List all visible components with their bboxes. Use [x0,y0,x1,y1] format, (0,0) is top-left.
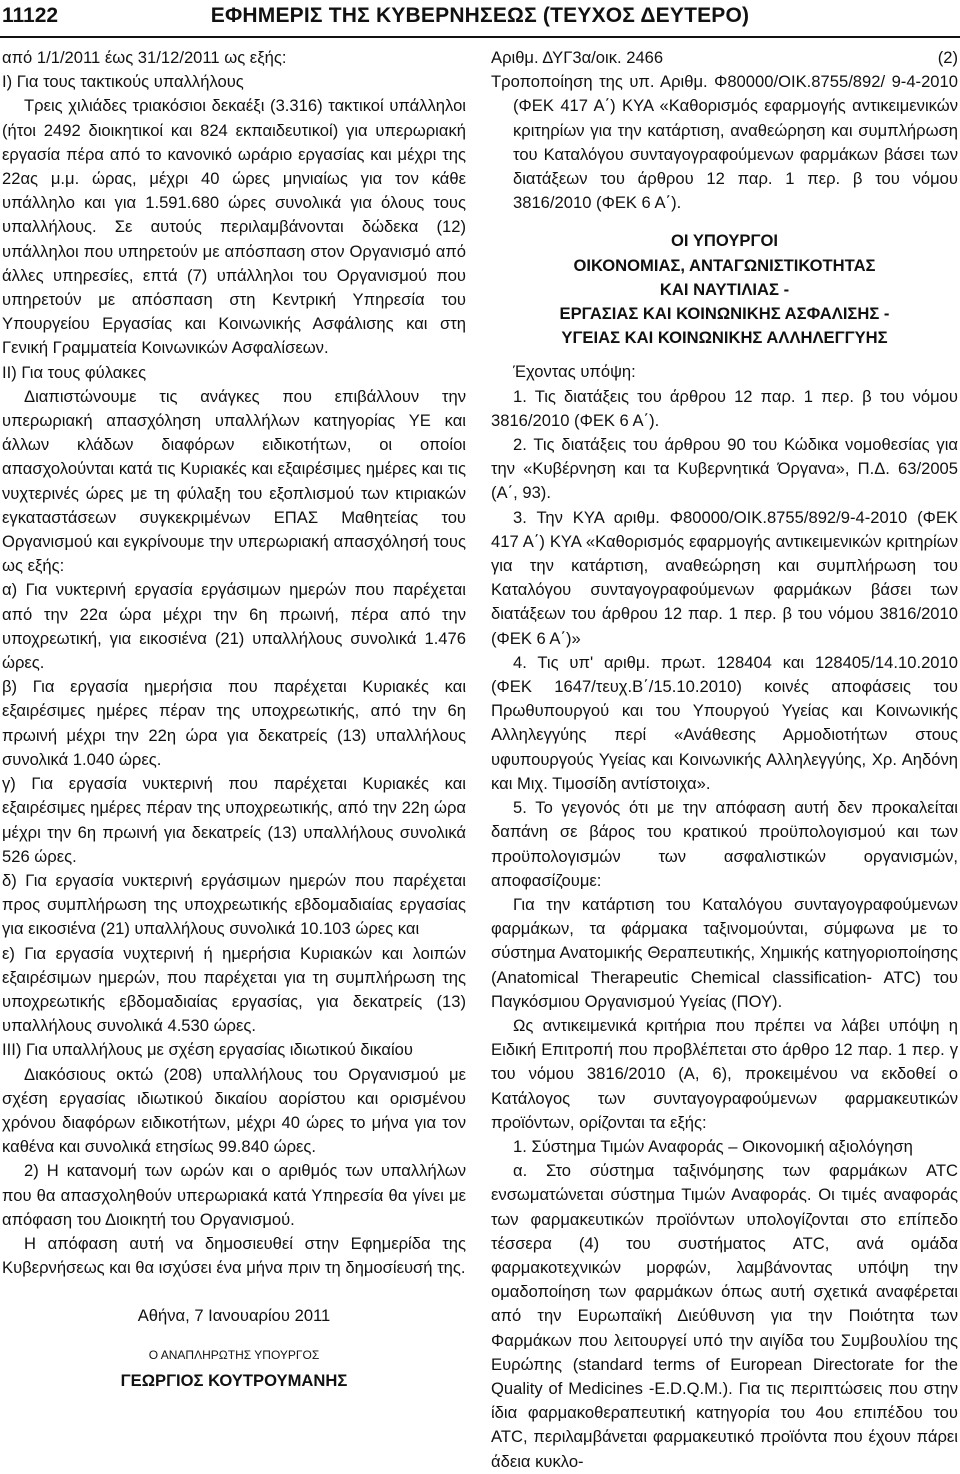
paragraph: Έχοντας υπόψη: [513,362,636,382]
decision-index: (2) [937,48,958,67]
paragraph: Διαπιστώνουμε τις ανάγκες που επιβάλλουν την υπερωριακή απασχόληση υπαλλήλων κατηγορίας ΥΕ και άλλων κλάδων διαφόρων ειδικοτήτων, οι οποίοι απασχολούνται κατά τις Κυριακές και εξαιρέσιμες ημέρες και τις νυχτερινές ώρες με τη φύλαξη του εξοπλισμού των κτιριακών εγκαταστάσεων συγκεκριμένων ΕΠΑΣ Μαθητείας του Οργανισμού και εγκρίνουμε την υπερωριακή απασχόλησή τους ως εξής: [2,386,466,576]
paragraph: Για την κατάρτιση του Καταλόγου συνταγογραφούμενων φαρμάκων, τα φάρμακα ταξινομούνται, σύμφωνα με το σύστημα Ανατομικής Θεραπευτικής, Χημικής κατηγοριοποίησης (Anatomical Therapeutic Chemical classification- ATC) του Παγκόσμιου Οργανισμού Υγείας (ΠΟΥ). [491,894,958,1011]
header-rule [0,36,960,38]
list-item: 1. Τις διατάξεις του άρθρου 12 παρ. 1 περ. β του νόμου 3816/2010 (ΦΕΚ 6 Α΄). [491,386,958,430]
list-item: ε) Για εργασία νυχτερινή ή ημερήσια Κυριακών και λοιπών εξαιρέσιμων ημερών, που παρέχεται για τη συμπλήρωση της υποχρεωτικής εβδομαδιαίας εργασίας, για δεκατρείς (13) υπαλλήλους συνολικά 4.530 ώρες. [2,943,466,1036]
list-item: α) Για νυκτερινή εργασία εργάσιμων ημερών που παρέχεται από την 22α ώρα μέχρι την 6η πρωινή, πέρα από την υποχρεωτική, για εικοσιένα (21) υπαλλήλους συνολικά 1.476 ώρες. [2,580,466,673]
section-heading: ΙΙ) Για τους φύλακες [2,362,147,382]
signature-name: ΓΕΩΡΓΙΟΣ ΚΟΥΤΡΟΥΜΑΝΗΣ [120,1370,348,1390]
paragraph: από 1/1/2011 έως 31/12/2011 ως εξής: [2,48,287,67]
list-item: β) Για εργασία ημερήσια που παρέχεται Κυριακές και εξαιρέσιμες ημέρες πέραν της υποχρεωτικής, από την 6η πρωινή μέχρι την 22η ώρα για δεκατρείς (13) υπαλλήλους συνολικά 1.040 ώρες. [2,677,466,769]
list-item: 4. Τις υπ' αριθμ. πρωτ. 128404 και 128405/14.10.2010 (ΦΕΚ 1647/τευχ.Β΄/15.10.2010) κοινές αποφάσεις του Πρωθυπουργού και του Υπουργού Υγείας και Κοινωνικής Αλληλεγγύης περί «Ανάθεσης Αρμοδιοτήτων στους υφυπουργούς Υγείας και Κοινωνικής Αλληλεγγύης, Χρ. Αηδόνη και Μιχ. Τιμοσίδη αντίστοιχα». [491,652,958,793]
paragraph: Ως αντικειμενικά κριτήρια που πρέπει να λάβει υπόψη η Ειδική Επιτροπή που προβλέπεται στο άρθρο 12 παρ. 1 περ. γ του νόμου 3816/2010 (Α, 6), προκειμένου να εκδοθεί ο Κατάλογος των συνταγογραφούμενων φαρμακευτικών προϊόντων, ορίζονται τα εξής: [491,1015,958,1132]
list-item: δ) Για εργασία νυκτερινή εργάσιμων ημερών που παρέχεται προς συμπλήρωση της υποχρεωτικής εβδομαδιαίας εργασίας για εικοσιένα (21) υπαλλήλους συνολικά 10.103 ώρες και [2,870,466,939]
signature-role: Ο ΑΝΑΠΛΗΡΩΤΗΣ ΥΠΟΥΡΓΟΣ [148,1347,320,1362]
right-column [491,46,958,1471]
list-item: 2. Τις διατάξεις του άρθρου 90 του Κώδικα νομοθεσίας για την «Κυβέρνηση και τα Κυβερνητικά Όργανα», Π.Δ. 63/2005 (Α΄, 93). [491,435,958,503]
paragraph: Διακόσιους οκτώ (208) υπαλλήλους του Οργανισμού με σχέση εργασίας ιδιωτικού δικαίου αορίστου και ορισμένου χρόνου διαφόρων ειδικοτήτων, μέχρι 40 ώρες το μήνα για τον καθένα και συνολικά ετησίως 99.840 ώρες. [2,1064,466,1157]
page-header [0,0,960,36]
heading-line: ΚΑΙ ΝΑΥΤΙΛΙΑΣ - [659,279,790,299]
heading-line: ΟΙ ΥΠΟΥΡΓΟΙ [671,231,778,251]
paragraph: Τρεις χιλιάδες τριακόσιοι δεκαέξι (3.316) τακτικοί υπάλληλοι (ήτοι 2492 διοικητικοί και 824 εκπαιδευτικοί) για υπερωριακή εργασία πέρα από το κανονικό ωράριο εργασίας και μέχρι της 22ας μ.μ. ώρας, μέχρι 40 ώρες μηνιαίως για τον κάθε υπάλληλο και για 1.591.680 ώρες συνολικά για όλους τους υπαλλήλους. Σε αυτούς περιλαμβάνονται δώδεκα (12) υπάλληλοι που υπηρετούν με απόσπαση στον Οργανισμό από άλλες υπηρεσίες, επτά (7) υπάλληλοι του Οργανισμού που υπηρετούν με απόσπαση στη Κεντρική Υπηρεσία του Υπουργείου Εργασίας και Κοινωνικής Ασφάλισης και στη Γενική Γραμματεία Κοινωνικών Ασφαλίσεων. [2,96,466,358]
heading-line: ΥΓΕΙΑΣ ΚΑΙ ΚΟΙΝΩΝΙΚΗΣ ΑΛΛΗΛΕΓΓΥΗΣ [561,328,888,348]
list-item: 5. Το γεγονός ότι με την απόφαση αυτή δεν προκαλείται δαπάνη σε βάρος του κρατικού προϋπολογισμού και των προϋπολογισμών των ασφαλιστικών οργανισμών, αποφασίζουμε: [491,798,958,890]
heading-line: ΕΡΓΑΣΙΑΣ ΚΑΙ ΚΟΙΝΩΝΙΚΗΣ ΑΣΦΑΛΙΣΗΣ - [559,304,890,324]
list-item: γ) Για εργασία νυκτερινή που παρέχεται Κυριακές και εξαιρέσιμες ημέρες πέραν της υποχρεωτικής, από την 22η ώρα μέχρι την 6η πρωινή για δεκατρείς (13) υπαλλήλους συνολικά 526 ώρες. [2,774,466,866]
page-number: 11122 [2,4,59,27]
decision-reference [491,46,958,70]
heading-line: ΟΙΚΟΝΟΜΙΑΣ, ΑΝΤΑΓΩΝΙΣΤΙΚΟΤΗΤΑΣ [573,255,876,275]
paragraph: 2) Η κατανομή των ωρών και ο αριθμός των υπαλλήλων που θα απασχοληθούν υπερωριακά κατά Υπηρεσία θα γίνει με απόφαση του Διοικητή του Οργανισμού. [2,1161,466,1229]
section-heading: ΙΙΙ) Για υπαλλήλους με σχέση εργασίας ιδιωτικού δικαίου [2,1040,413,1060]
gazette-title: ΕΦΗΜΕΡΙΣ ΤΗΣ ΚΥΒΕΡΝΗΣΕΩΣ (ΤΕΥΧΟΣ ΔΕΥΤΕΡΟ) [210,4,750,27]
signature-place-date: Αθήνα, 7 Ιανουαρίου 2011 [137,1306,331,1326]
decision-number: Αριθμ. ΔΥΓ3α/οικ. 2466 [491,48,664,67]
paragraph: Ι) Για τους τακτικούς υπαλλήλους [2,72,244,92]
list-item: 1. Σύστημα Τιμών Αναφοράς – Οικονομική αξιολόγηση [513,1136,913,1156]
paragraph: Η απόφαση αυτή να δημοσιευθεί στην Εφημερίδα της Κυβερνήσεως και θα ισχύσει ένα μήνα πριν τη δημοσίευσή της. [2,1233,466,1278]
list-item: 3. Την ΚΥΑ αριθμ. Φ80000/ΟΙΚ.8755/892/9-4-2010 (ΦΕΚ 417 Α΄) ΚΥΑ «Καθορισμός εφαρμογής αντικειμενικών κριτηρίων για την κατάρτιση, αναθεώρηση και συμπλήρωση του Καταλόγου συνταγογραφούμενων φαρμάκων βάσει των διατάξεων του άρθρου 12 παρ. 1 περ. β του νόμου 3816/2010 (ΦΕΚ 6 Α΄)» [491,507,958,648]
left-column [2,46,466,1430]
paragraph: α. Στο σύστημα ταξινόμησης των φαρμάκων ATC ενσωματώνεται σύστημα Τιμών Αναφοράς. Οι τιμές αναφοράς των φαρμακευτικών προϊόντων υπολογίζονται στο επίπεδο τέσσερα (4) του συστήματος ATC, ανά ομάδα φαρμακοτεχνικών μορφών, λαμβάνοντας υπόψη την ομαδοποίηση των φαρμάκων όπως αυτή σχετικά αναφέρεται από την Ευρωπαϊκή Διεύθυνση για την Ποιότητα των Φαρμάκων που λειτουργεί υπό την αιγίδα του Συμβουλίου της Ευρώπης (standard terms of European Directorate for the Quality of Medicines -E.D.Q.M.). Για τις περιπτώσεις που στην ίδια φαρμακοθεραπευτική κατηγορία του 4ου επιπέδου του ATC, περιλαμβάνεται φαρμακευτικό προϊόντα που έχουν πάρει άδεια κυκλο- [491,1161,958,1471]
ministers-heading [491,229,958,350]
decision-subject: Τροποποίηση της υπ. Αριθμ. Φ80000/ΟΙΚ.8755/892/ 9-4-2010 (ΦΕΚ 417 Α΄) ΚΥΑ «Καθορισμός εφαρμογής αντικειμενικών κριτηρίων για την κατάρτιση, αναθεώρηση και συμπλήρωση του Καταλόγου συνταγογραφούμενων φαρμάκων βάσει των διατάξεων του άρθρου 12 παρ. 1 περ. β του νόμου 3816/2010 (ΦΕΚ 6 Α΄). [491,72,958,213]
